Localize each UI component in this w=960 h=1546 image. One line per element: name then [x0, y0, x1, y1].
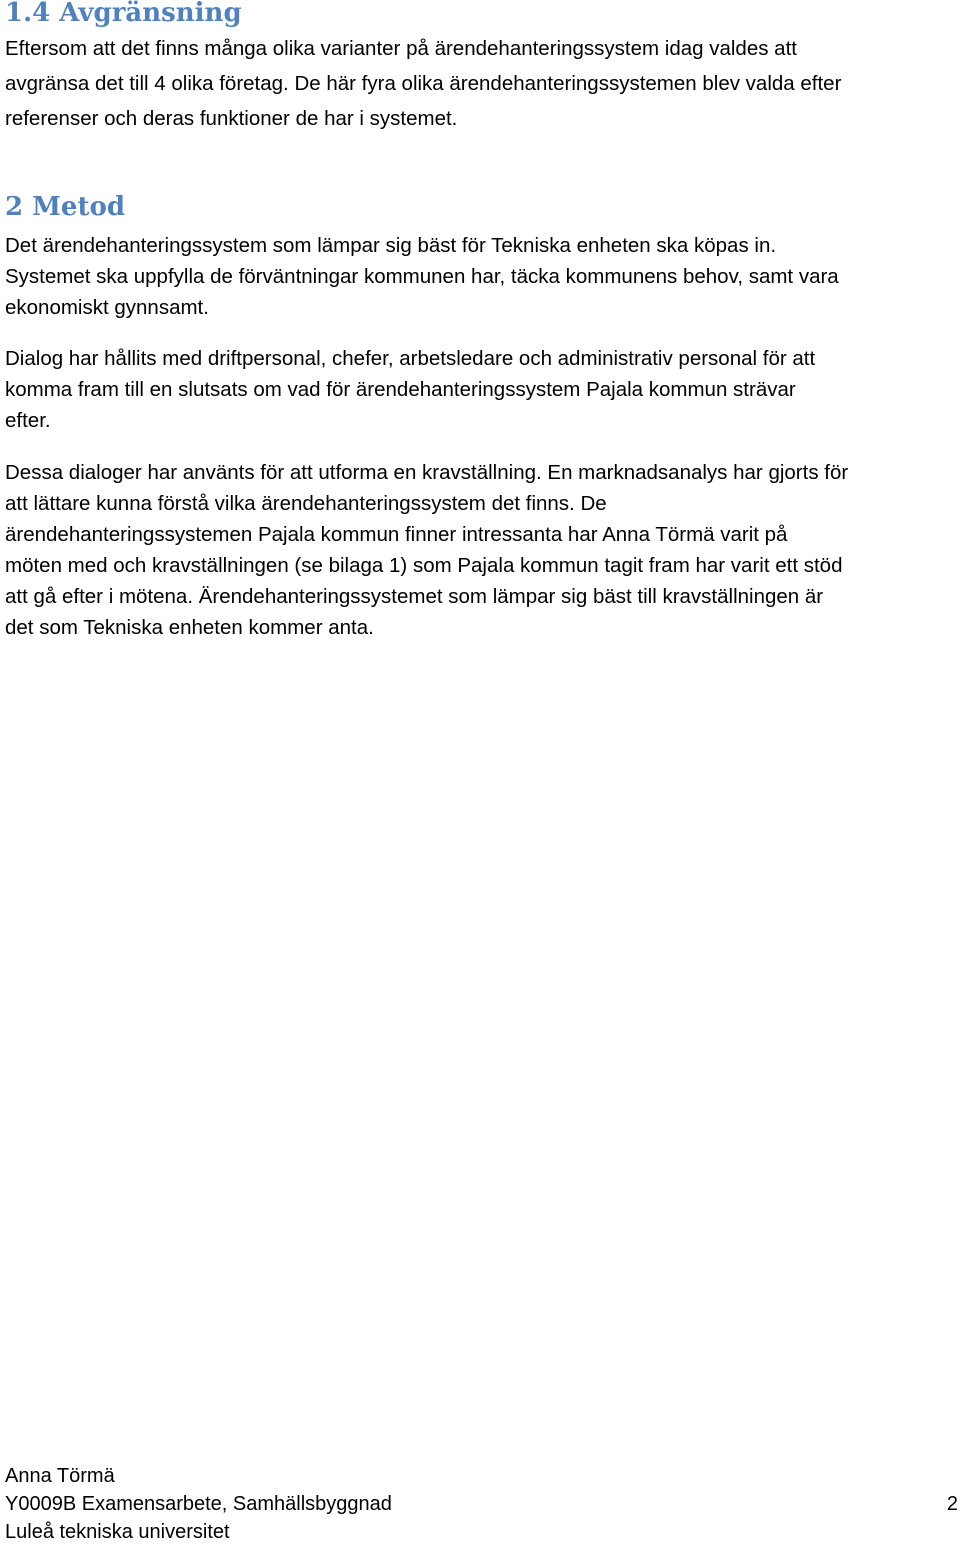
text-line: att lättare kunna förstå vilka ärendehanteringssystem det finns. De — [5, 492, 607, 515]
footer-course: Y0009B Examensarbete, Samhällsbyggnad — [5, 1493, 392, 1515]
metod-paragraph-1 — [5, 230, 960, 323]
metod-paragraph-2 — [5, 343, 960, 436]
avgransning-paragraph — [5, 31, 960, 136]
text-line: Det ärendehanteringssystem som lämpar sig bäst för Tekniska enheten ska köpas in. — [5, 234, 777, 257]
metod-paragraph-3 — [5, 457, 960, 643]
footer-author: Anna Törmä — [5, 1465, 115, 1487]
text-line: efter. — [5, 409, 51, 432]
page-footer — [5, 1462, 960, 1546]
text-line: komma fram till en slutsats om vad för ärendehanteringssystem Pajala kommun strävar — [5, 378, 796, 401]
text-line: Systemet ska uppfylla de förväntningar kommunen har, täcka kommunens behov, samt vara — [5, 265, 839, 288]
text-line: avgränsa det till 4 olika företag. De här fyra olika ärendehanteringssystemen blev valda efter — [5, 72, 842, 95]
text-line: ekonomiskt gynnsamt. — [5, 296, 209, 319]
footer-course-row — [5, 1490, 960, 1518]
section-heading-metod: 2 Metod — [5, 192, 125, 222]
footer-university: Luleå tekniska universitet — [5, 1521, 230, 1543]
text-line: att gå efter i mötena. Ärendehanteringssystemet som lämpar sig bäst till kravställningen är — [5, 585, 824, 608]
text-line: Eftersom att det finns många olika varianter på ärendehanteringssystem idag valdes att — [5, 37, 797, 60]
text-line: det som Tekniska enheten kommer anta. — [5, 616, 374, 639]
page-number: 2 — [946, 1493, 958, 1515]
text-line: referenser och deras funktioner de har i systemet. — [5, 107, 458, 130]
text-line: ärendehanteringssystemen Pajala kommun finner intressanta har Anna Törmä varit på — [5, 523, 788, 546]
text-line: Dessa dialoger har använts för att utforma en kravställning. En marknadsanalys har gjorts för — [5, 461, 849, 484]
text-line: Dialog har hållits med driftpersonal, chefer, arbetsledare och administrativ personal för att — [5, 347, 816, 370]
section-heading-avgransning: 1.4 Avgränsning — [5, 0, 242, 28]
text-line: möten med och kravställningen (se bilaga 1) som Pajala kommun tagit fram har varit ett stöd — [5, 554, 843, 577]
